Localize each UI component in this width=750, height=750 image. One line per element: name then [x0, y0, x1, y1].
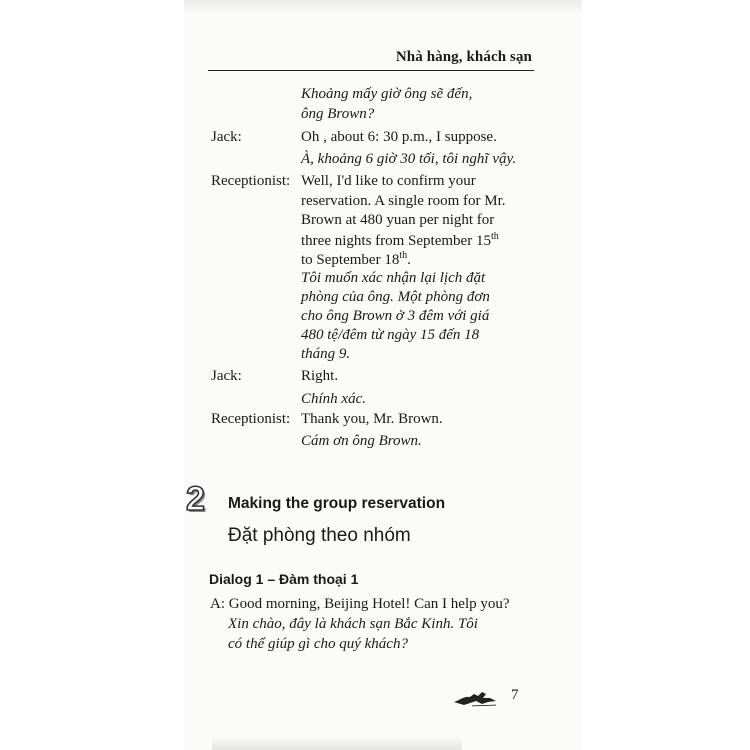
page-top-edge: [184, 0, 582, 14]
page-number: 7: [511, 687, 519, 703]
dialogue-line: Xin chào, đây là khách sạn Bắc Kinh. Tôi: [228, 616, 478, 632]
speaker-label: Jack:: [211, 129, 242, 145]
dialog-heading: Dialog 1 – Đàm thoại 1: [209, 571, 359, 587]
dialogue-line: tháng 9.: [301, 346, 351, 362]
dialogue-line: 480 tệ/đêm từ ngày 15 đến 18: [301, 327, 480, 343]
section-number: 2: [186, 480, 205, 518]
dialogue-line: Tôi muốn xác nhận lại lịch đặt: [301, 270, 486, 286]
runner-figure-icon: [452, 686, 500, 713]
speaker-label: Receptionist:: [211, 173, 291, 189]
dialogue-line: À, khoảng 6 giờ 30 tối, tôi nghĩ vậy.: [301, 151, 517, 167]
dialogue-line: to September 18th.: [301, 250, 411, 268]
header-rule: [208, 70, 534, 71]
dialogue-line: Cám ơn ông Brown.: [301, 433, 422, 449]
page-bottom-edge: [212, 736, 462, 750]
running-header: Nhà hàng, khách sạn: [395, 49, 532, 65]
dialogue-line: Brown at 480 yuan per night for: [301, 212, 495, 228]
dialogue-line: Oh , about 6: 30 p.m., I suppose.: [301, 129, 497, 145]
dialogue-line: A: Good morning, Beijing Hotel! Can I help you?: [210, 596, 510, 612]
dialogue-line: Thank you, Mr. Brown.: [301, 411, 443, 427]
dialogue-line: Khoảng mấy giờ ông sẽ đến,: [301, 86, 473, 102]
dialogue-line: ông Brown?: [301, 106, 375, 122]
dialogue-line: three nights from September 15th: [301, 231, 499, 249]
dialogue-line: Well, I'd like to confirm your: [301, 173, 476, 189]
section-title-en: Making the group reservation: [228, 495, 446, 512]
section-title-vi: Đặt phòng theo nhóm: [228, 525, 411, 546]
speaker-label: Jack:: [211, 368, 242, 384]
dialogue-line: có thể giúp gì cho quý khách?: [228, 636, 408, 652]
dialogue-line: reservation. A single room for Mr.: [301, 193, 506, 209]
speaker-label: Receptionist:: [211, 411, 291, 427]
dialogue-line: Right.: [301, 368, 339, 384]
dialogue-line: cho ông Brown ở 3 đêm với giá: [301, 308, 490, 324]
dialogue-line: Chính xác.: [301, 391, 366, 407]
dialogue-line: phòng của ông. Một phòng đơn: [301, 289, 490, 305]
